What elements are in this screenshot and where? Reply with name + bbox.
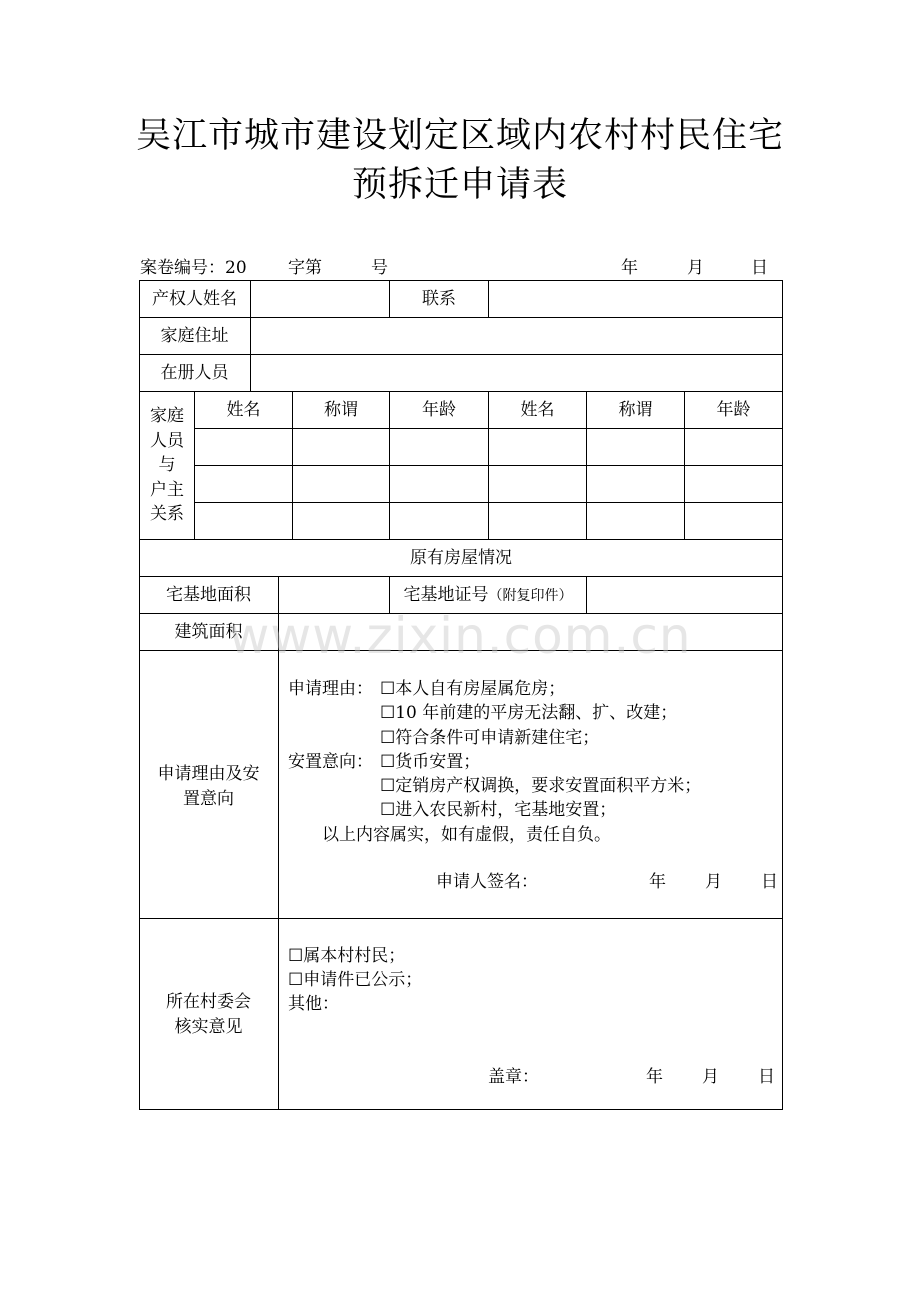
reason-option-3[interactable]: ☐符合条件可申请新建住宅； [380,728,600,748]
family-header-age: 年龄 [716,400,751,420]
placement-option-2[interactable]: ☐定销房产权调换，要求安置面积平方米； [380,776,702,796]
owner-name-field[interactable] [251,280,389,317]
applicant-year: 年 [649,872,666,892]
placement-option-1[interactable]: ☐货币安置； [380,752,481,772]
seal-month: 月 [702,1067,719,1087]
reason-prefix: 申请理由： [288,679,373,699]
applicant-signature-label: 申请人签名： [436,872,538,892]
housing-section-title: 原有房屋情况 [410,548,512,568]
reason-option-2[interactable]: ☐10 年前建的平房无法翻、扩、改建； [380,703,678,723]
homestead-cert-note: （附复印件） [488,588,573,604]
reason-label-line1: 申请理由及安 [157,764,260,784]
seal-year: 年 [646,1067,663,1087]
homestead-cert-field[interactable] [587,577,782,613]
address-field[interactable] [251,318,782,354]
village-label-line2: 核实意见 [174,1017,243,1037]
case-day: 日 [751,258,768,278]
village-other-label: 其他： [288,994,339,1014]
registered-members-field[interactable] [251,355,782,391]
seal-day: 日 [758,1067,775,1087]
form-title-line1: 吴江市城市建设划定区域内农村村民住宅 [135,116,784,156]
family-label-line: 家庭 [150,406,184,426]
village-opinion-label [139,990,278,1040]
homestead-cert-text: 宅基地证号 [403,585,489,605]
placement-option-3[interactable]: ☐进入农民新村，宅基地安置； [380,800,617,820]
family-header-title: 称谓 [324,400,358,420]
family-header-name: 姓名 [520,400,555,420]
case-hao: 号 [371,258,388,278]
building-area-label: 建筑面积 [174,622,243,642]
family-header-title: 称谓 [618,400,653,420]
watermark: www.zixin.com.cn [228,607,692,665]
case-year: 年 [621,258,638,278]
family-header-name: 姓名 [226,400,261,420]
case-zi-di: 字第 [288,258,322,278]
applicant-day: 日 [761,872,778,892]
seal-label: 盖章： [488,1067,539,1087]
family-label-line: 户主 [150,479,184,500]
contact-field[interactable] [489,280,782,317]
village-option-resident[interactable]: ☐属本村村民； [288,946,406,966]
applicant-month: 月 [705,872,722,892]
homestead-cert-label [390,584,586,607]
address-label: 家庭住址 [160,326,229,346]
homestead-area-field[interactable] [279,577,389,613]
family-relation-label [139,404,195,527]
village-option-published[interactable]: ☐申请件已公示； [288,970,423,990]
owner-name-label: 产权人姓名 [152,289,237,309]
contact-label: 联系 [422,289,456,309]
homestead-area-label: 宅基地面积 [166,585,251,605]
family-label-line: 关系 [150,504,184,524]
building-area-field[interactable] [279,614,782,650]
case-number-label: 案卷编号：20 [140,258,247,278]
placement-prefix: 安置意向： [288,752,373,772]
declaration-text: 以上内容属实，如有虚假，责任自负。 [322,825,611,845]
case-month: 月 [687,258,704,278]
application-form-table [139,280,783,1110]
village-label-line1: 所在村委会 [166,992,251,1012]
case-number-line [140,257,783,279]
registered-members-label: 在册人员 [160,363,229,383]
form-title-line2: 预拆迁申请表 [351,165,568,205]
reason-placement-label [139,762,278,812]
family-header-age: 年龄 [422,400,456,420]
reason-label-line2: 置意向 [183,789,234,809]
reason-option-1[interactable]: ☐本人自有房屋属危房； [380,679,566,699]
family-label-line: 与 [158,455,176,475]
family-label-line: 人员 [150,430,184,451]
